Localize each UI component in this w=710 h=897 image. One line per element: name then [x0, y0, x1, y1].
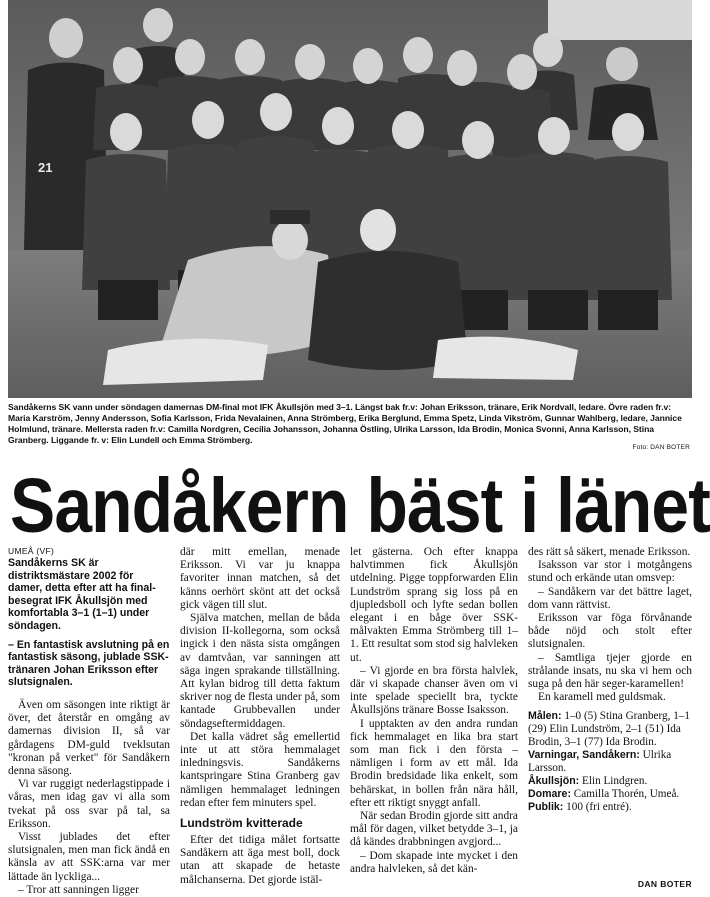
fact-value: Camilla Thorén, Umeå.	[573, 788, 680, 801]
body-paragraph: Även om säsongen inte riktigt är över, det återstår en omgång av damernas division II, så var gårdagens DM-guld tveklsutan "kronan på verket" för Sandåkern denna säsong.	[8, 698, 170, 777]
body-paragraph: – Sandåkern var det bättre laget, dom vann rättvist.	[528, 585, 692, 611]
fact-value: 1–0 (5) Stina Granberg, 1–1 (29) Elin Lundström, 2–1 (51) Ida Brodin, 3–1 (77) Ida Brodin.	[528, 710, 690, 749]
body-paragraph: I upptakten av den andra rundan fick hemmalaget en lika bra start som man fick i den första – nämligen i form av ett mål. Ida Brodin bredsidade lika enkelt, som behärskat, in bollen från nära håll, efter ett riktigt snyggt anfall.	[350, 717, 518, 809]
fact-value: Elin Lindgren.	[582, 775, 648, 788]
fact-value: Ulrika Larsson.	[528, 749, 672, 775]
subheading: Lundström kvitterade	[180, 816, 303, 831]
article-column-4	[528, 546, 692, 886]
photo-caption	[8, 402, 692, 454]
fact-label: Publik:	[528, 801, 564, 814]
body-paragraph: Eriksson var föga förvånande både nöjd och stolt efter slutsignalen.	[528, 612, 692, 651]
fact-attendance	[528, 801, 692, 814]
body-paragraph: där mitt emellan, menade Eriksson. Vi var ju knappa favoriter innan matchen, så det känns oerhört skönt att det också gick vägen till slut.	[180, 546, 340, 611]
fact-label: Målen:	[528, 710, 562, 723]
body-paragraph: När sedan Brodin gjorde sitt andra mål för dagen, vilket betydde 3–1, ja då kändes drabbningen avgjord...	[350, 810, 518, 849]
body-paragraph: des rätt så säkert, menade Eriksson.	[528, 546, 691, 558]
fact-bookings	[528, 749, 692, 775]
fact-bookings-away	[528, 775, 692, 788]
byline: DAN BOTER	[637, 879, 692, 889]
body-paragraph: Efter det tidiga målet fortsatte Sandåkern att äga mest boll, dock utan att skapade de hetaste målchanserna. Det gjorde istäl-	[180, 834, 340, 886]
body-paragraph: Det kalla vädret såg emellertid inte ut att störa hemmalaget inledningsvis. Sandåkerns kantspringare Stina Granberg gav nämligen hemmalaget ledningen redan efter fem minuters spel.	[180, 730, 340, 809]
body-paragraph: Visst jublades det efter slutsignalen, men man fick ändå en känsla av att SSK:arna var mer lättade än lyckliga...	[8, 830, 170, 883]
fact-label: Åkullsjön:	[528, 775, 580, 788]
lead-quote: – En fantastisk avslutning på en fantastisk säsong, jublade SSK-tränaren Johan Eriksson efter slutsignalen.	[8, 638, 170, 689]
team-photo-drawing	[8, 0, 692, 398]
fact-value: 100 (fri entré).	[566, 801, 632, 814]
article-column-3	[350, 546, 518, 886]
body-paragraph: – Tror att sanningen ligger	[18, 883, 139, 896]
jersey-number: 21	[38, 160, 53, 175]
fact-label: Varningar, Sandåkern:	[528, 749, 640, 762]
body-paragraph: Själva matchen, mellan de båda division II-kollegorna, som också ingick i den nästa sista omgången av damtvåan, var sanningen att säga ingen sprakande tillställning. Att kylan bidrog till detta faktum skriver nog de flesta under på, som kantade Grubbevallen under söndagseftermiddagen.	[180, 612, 340, 730]
body-paragraph: Vi var ruggigt nederlagstippade i våras, men idag gav vi alla som tvekat på oss svar på tal, sa Eriksson.	[8, 778, 170, 830]
headline: Sandåkern bäst i länet	[10, 463, 710, 549]
photo-credit: Foto: DAN BOTER	[632, 444, 690, 451]
body-paragraph: – Dom skapade inte mycket i den andra halvleken, så det kän-	[350, 849, 518, 875]
article-column-2	[180, 546, 340, 886]
fact-goals	[528, 710, 692, 749]
body-paragraph: En karamell med guldsmak.	[538, 691, 666, 704]
team-photo	[8, 0, 692, 398]
fact-referee	[528, 788, 692, 801]
body-paragraph: Isaksson var stor i motgångens stund och erkände utan omsvep:	[528, 559, 692, 585]
match-facts	[528, 710, 692, 814]
body-paragraph: – Vi gjorde en bra första halvlek, där vi skapade chanser även om vi inte spelade speciellt bra, tyckte Åkullsjöns tränare Bosse Isaksson.	[350, 664, 518, 717]
dateline: UMEÅ (VF)	[8, 546, 55, 556]
fact-label: Domare:	[528, 788, 571, 801]
caption-text: Sandåkerns SK vann under söndagen damernas DM-final mot IFK Åkullsjön med 3–1. Längst bak fr.v: Johan Eriksson, tränare, Erik Nordvall, ledare. Övre raden fr.v: Maria Karström, Jenny Andersson, Sofia Karlsson, Frida Nevalainen, Anna Strömberg, Erika Berglund, Emma Spetz, Linda Vikström, Gunnar Wahlberg, ledare, Jannice Holmlund, tränare. Mellersta raden fr.v: Camilla Nordgren, Cecilia Johansson, Johanna Östling, Ulrika Larsson, Ida Brodin, Monica Svonni, Anna Karlsson, Stina Granberg. Liggande fr. v: Elin Lundell och Emma Strömberg.	[8, 402, 682, 445]
body-paragraph: – Samtliga tjejer gjorde en strålande insats, nu ska vi hem och suga på den här seger-karamellen!	[528, 651, 692, 691]
article-column-1	[8, 546, 170, 896]
body-paragraph: let gästerna. Och efter knappa halvtimmen fick Åkullsjön utdelning. Pigge toppforwarden Elin Lundström sprang sig loss på en djupledsboll och lyfte sedan bollen elegant i en båge över SSK-målvakten Emma Strömberg till 1–1. Ett resultat som stod sig halvleken ut.	[350, 546, 518, 664]
lead-paragraph: Sandåkerns SK är distriktsmästare 2002 för damer, detta efter att ha final-besegrat IFK Åkullsjön med komfortabla 3–1 (1–1) under söndagen.	[8, 557, 156, 632]
